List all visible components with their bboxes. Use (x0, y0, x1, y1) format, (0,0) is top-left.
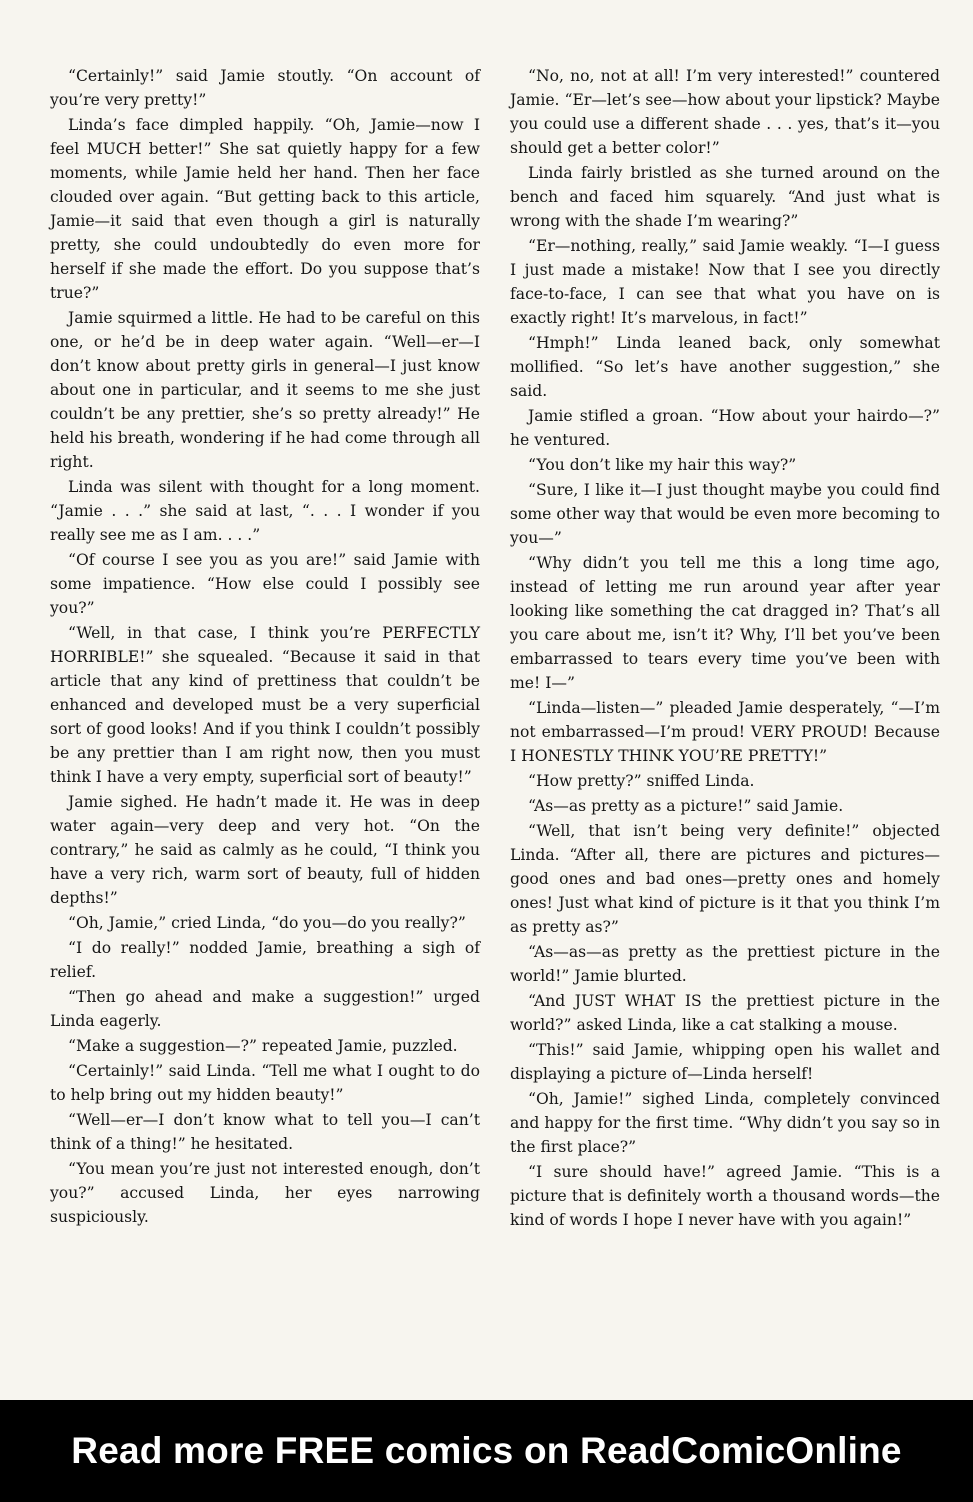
paragraph: Linda was silent with thought for a long moment. “Jamie . . .” she said at last, “. . . I wonder if you really see me as I am. . . .” (50, 478, 480, 544)
paragraph: “I do really!” nodded Jamie, breathing a sigh of relief. (50, 939, 480, 981)
paragraph: “Well—er—I don’t know what to tell you—I can’t think of a thing!” he hesitated. (50, 1111, 480, 1153)
paragraph: “Of course I see you as you are!” said Jamie with some impatience. “How else could I possibly see you?” (50, 551, 480, 617)
paragraph: “Sure, I like it—I just thought maybe you could find some other way that would be even more becoming to you—” (510, 481, 940, 547)
paragraph: “Well, that isn’t being very definite!” objected Linda. “After all, there are pictures and pictures—good ones and bad ones—pretty ones and homely ones! Just what kind of picture is it that you think I’m as pretty as?” (510, 822, 940, 936)
paragraph: Jamie sighed. He hadn’t made it. He was in deep water again—very deep and very hot. “On the contrary,” he said as calmly as he could, “I think you have a very rich, warm sort of beauty, full of hidden depths!” (50, 793, 480, 907)
paragraph: “How pretty?” sniffed Linda. (528, 772, 755, 790)
paragraph: “As—as pretty as a picture!” said Jamie. (528, 797, 844, 815)
paragraph: Linda’s face dimpled happily. “Oh, Jamie—now I feel MUCH better!” She sat quietly happy for a few moments, while Jamie held her hand. Then her face clouded over again. “But getting back to this article, Jamie—it said that even though a girl is naturally pretty, she could undoubtedly do even more for herself if she made the effort. Do you suppose that’s true?” (50, 116, 480, 302)
paragraph: “And JUST WHAT IS the prettiest picture in the world?” asked Linda, like a cat stalking a mouse. (510, 992, 940, 1034)
paragraph: “Then go ahead and make a suggestion!” urged Linda eagerly. (50, 988, 480, 1030)
paragraph: “I sure should have!” agreed Jamie. “This is a picture that is definitely worth a thousand words—the kind of words I hope I never have with you again!” (510, 1163, 940, 1229)
paragraph: Jamie squirmed a little. He had to be careful on this one, or he’d be in deep water again. “Well—er—I don’t know about pretty girls in general—I just know about one in particular, and it seems to me she just couldn’t be any prettier, she’s so pretty already!” He held his breath, wondering if he had come through all right. (50, 309, 480, 471)
paragraph: Jamie stifled a groan. “How about your hairdo—?” he ventured. (510, 407, 940, 449)
paragraph: “Certainly!” said Linda. “Tell me what I ought to do to help bring out my hidden beauty!” (50, 1062, 480, 1104)
paragraph: “Certainly!” said Jamie stoutly. “On account of you’re very pretty!” (50, 67, 480, 109)
paragraph: “Oh, Jamie!” sighed Linda, completely convinced and happy for the first time. “Why didn’t you say so in the first place?” (510, 1090, 940, 1156)
paragraph: “As—as—as pretty as the prettiest picture in the world!” Jamie blurted. (510, 943, 940, 985)
paragraph: “Make a suggestion—?” repeated Jamie, puzzled. (68, 1037, 458, 1055)
paragraph: Linda fairly bristled as she turned around on the bench and faced him squarely. “And just what is wrong with the shade I’m wearing?” (510, 164, 940, 230)
paragraph: “You don’t like my hair this way?” (528, 456, 797, 474)
story-column-right (510, 64, 940, 1233)
paragraph: “No, no, not at all! I’m very interested!” countered Jamie. “Er—let’s see—how about your lipstick? Maybe you could use a different shade . . . yes, that’s it—you should get a better color!” (510, 67, 940, 157)
paragraph: “Well, in that case, I think you’re PERFECTLY HORRIBLE!” she squealed. “Because it said in that article that any kind of prettiness that couldn’t be enhanced and developed must be a very superficial sort of good looks! And if you think I couldn’t possibly be any prettier than I am right now, then you must think I have a very empty, superficial sort of beauty!” (50, 624, 480, 786)
footer-banner-text[interactable]: Read more FREE comics on ReadComicOnline (71, 1430, 902, 1471)
paragraph: “Linda—listen—” pleaded Jamie desperately, “—I’m not embarrassed—I’m proud! VERY PROUD! Because I HONESTLY THINK YOU’RE PRETTY!” (510, 699, 940, 765)
footer-banner[interactable] (0, 1400, 973, 1502)
story-column-left (50, 64, 480, 1230)
paragraph: “Oh, Jamie,” cried Linda, “do you—do you really?” (68, 914, 466, 932)
paragraph: “Why didn’t you tell me this a long time ago, instead of letting me run around year after year looking like something the cat dragged in? That’s all you care about me, isn’t it? Why, I’ll bet you’ve been embarrassed to tears every time you’ve been with me! I—” (510, 554, 940, 692)
paragraph: “This!” said Jamie, whipping open his wallet and displaying a picture of—Linda herself! (510, 1041, 940, 1083)
paragraph: “Er—nothing, really,” said Jamie weakly. “I—I guess I just made a mistake! Now that I see you directly face-to-face, I can see that what you have on is exactly right! It’s marvelous, in fact!” (510, 237, 940, 327)
paragraph: “You mean you’re just not interested enough, don’t you?” accused Linda, her eyes narrowing suspiciously. (50, 1160, 480, 1226)
paragraph: “Hmph!” Linda leaned back, only somewhat mollified. “So let’s have another suggestion,” she said. (510, 334, 940, 400)
